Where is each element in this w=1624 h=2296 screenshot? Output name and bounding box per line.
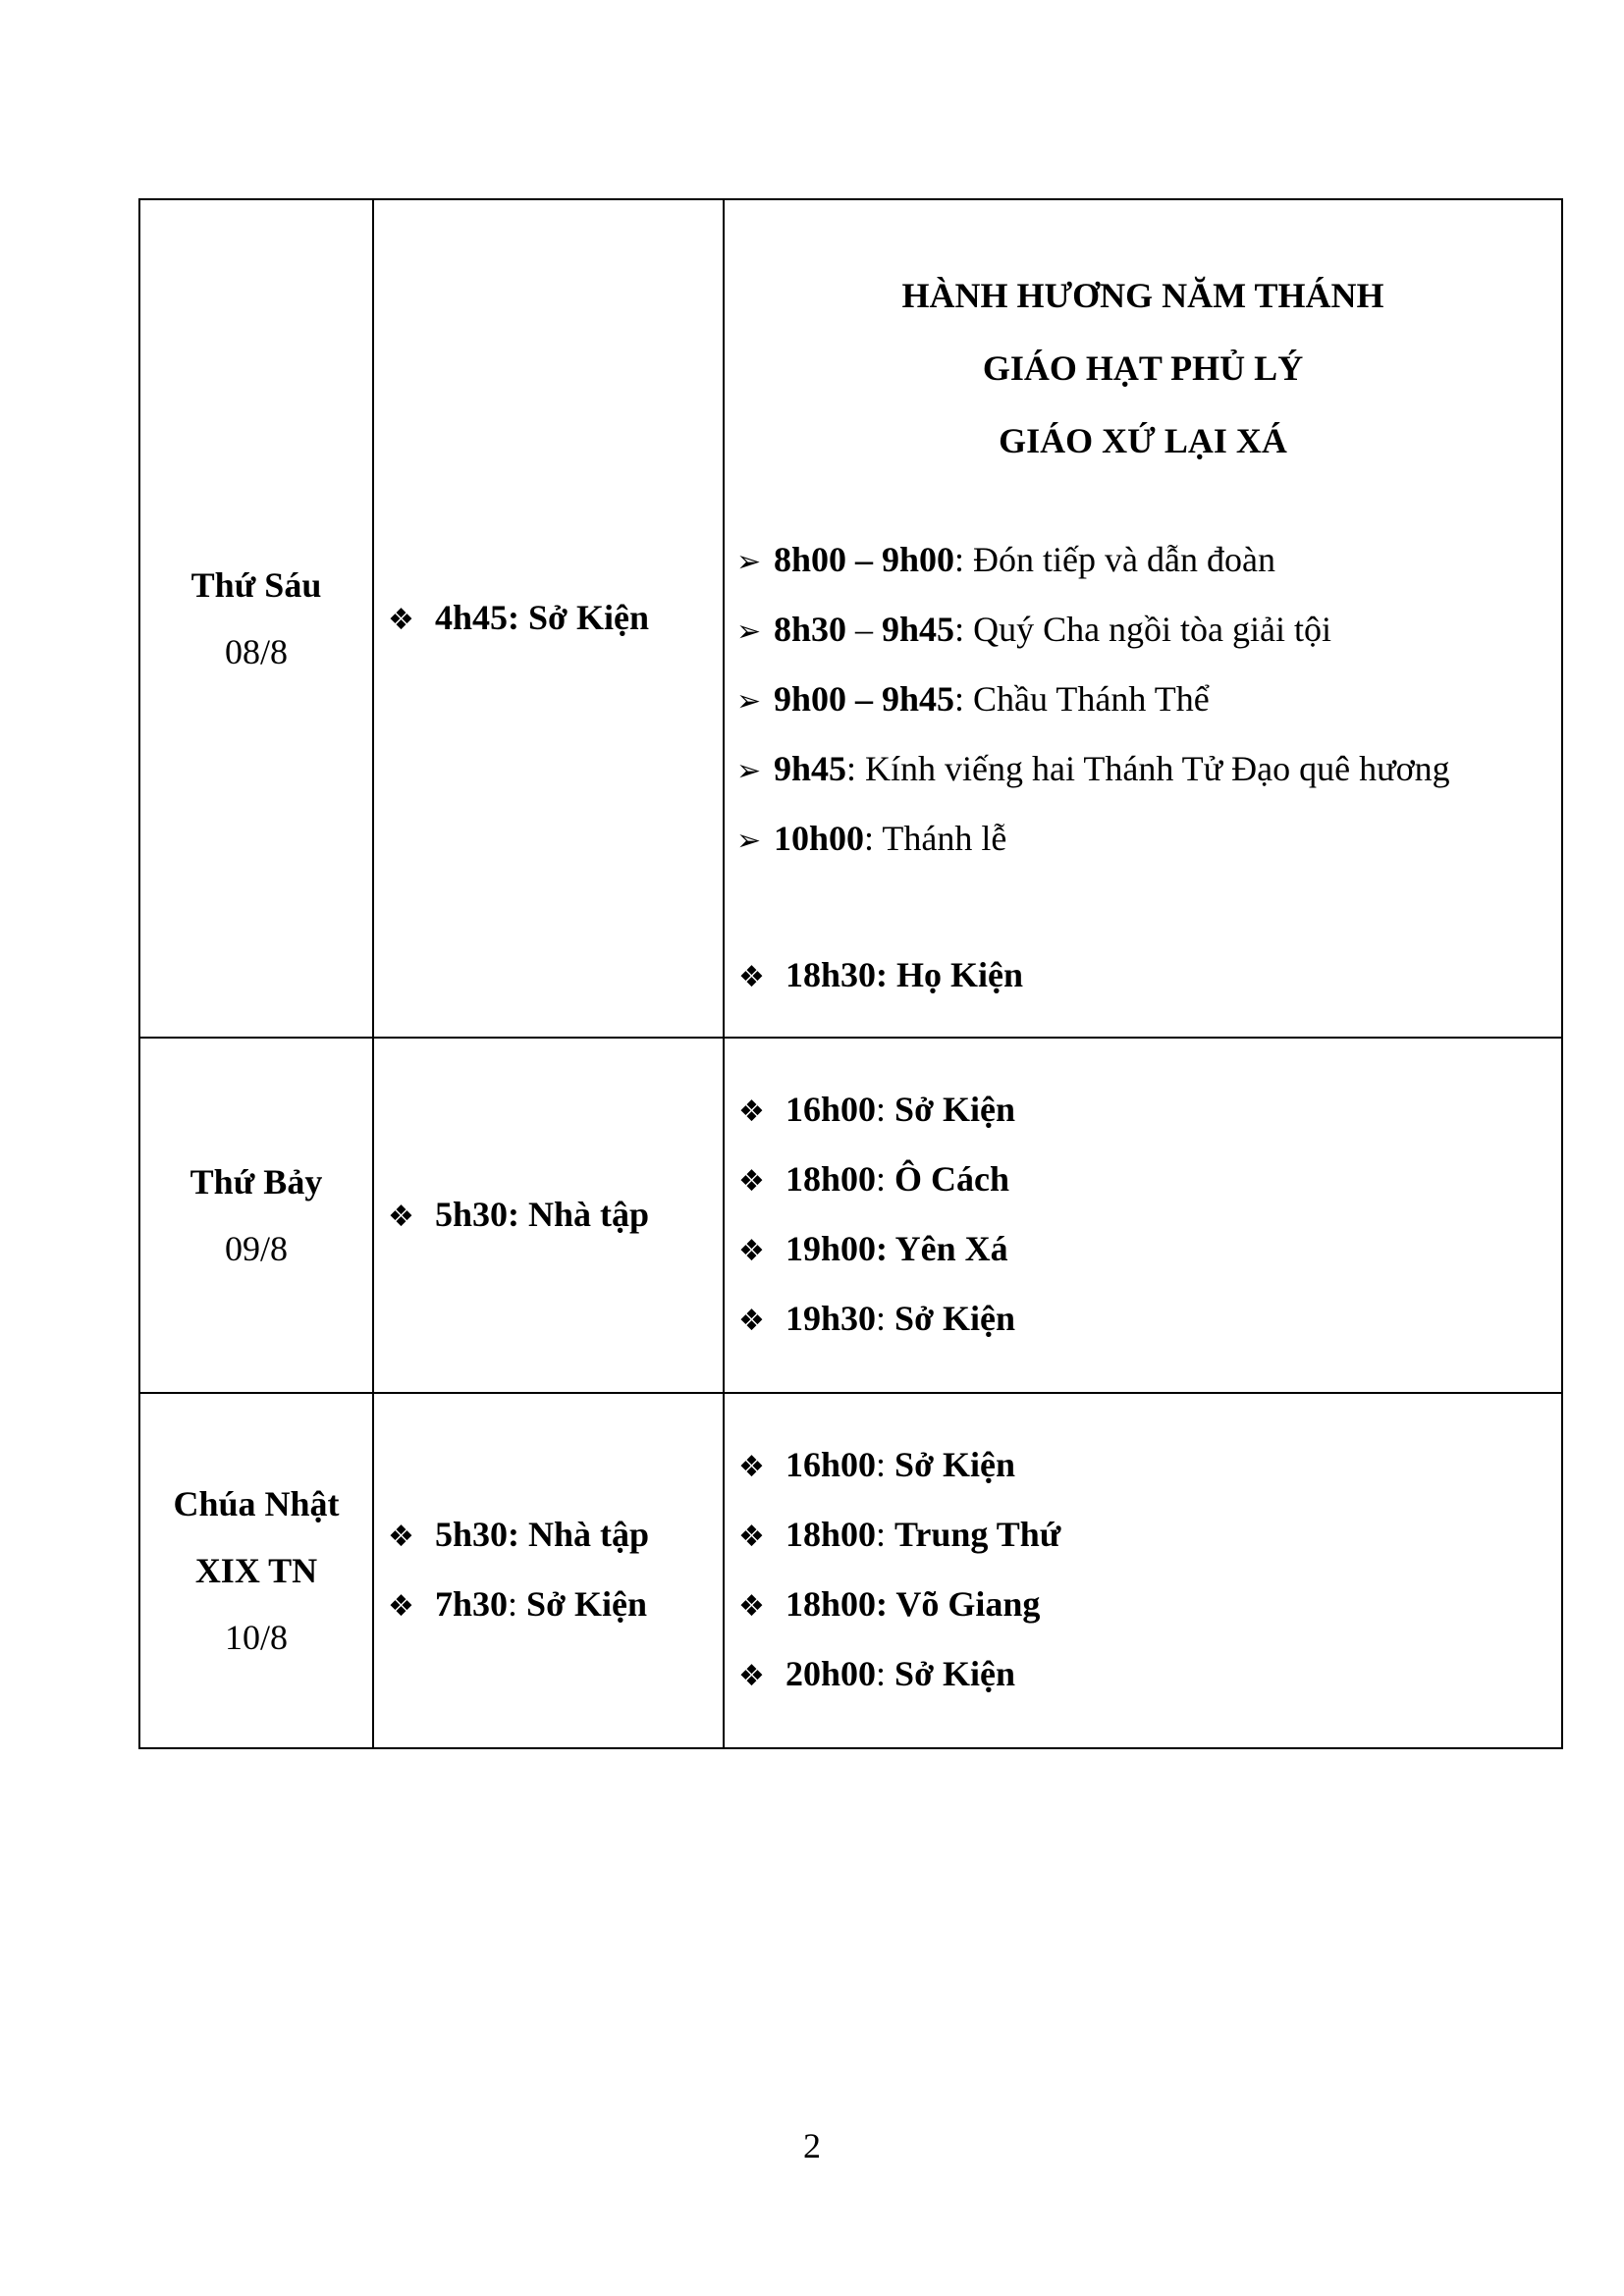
list-item: ➢ 9h45: Kính viếng hai Thánh Tử Đạo quê hương (736, 735, 1561, 805)
list-item: ➢ 8h00 – 9h00: Đón tiếp và dẫn đoàn (736, 526, 1561, 596)
morning-cell (373, 1038, 724, 1393)
diamond-bullet-icon: ❖ (738, 960, 765, 994)
day-name: Thứ Bảy (189, 1162, 323, 1201)
table-row (139, 1038, 1562, 1393)
diamond-bullet-icon: ❖ (738, 1450, 765, 1484)
pilgrimage-program (725, 526, 1561, 875)
table-row (139, 1393, 1562, 1748)
day-name: Chúa Nhật (173, 1484, 340, 1523)
schedule-table (138, 198, 1563, 1749)
day-name: Thứ Sáu (190, 565, 322, 605)
list-item: ❖ 18h30: Họ Kiện (738, 941, 1561, 1011)
page-number: 2 (803, 2126, 821, 2165)
diamond-bullet-icon: ❖ (738, 1304, 765, 1338)
diamond-bullet-icon: ❖ (738, 1520, 765, 1554)
diamond-bullet-icon: ❖ (738, 1164, 765, 1199)
list-item: ❖ 5h30: Nhà tập (388, 1501, 723, 1571)
diamond-bullet-icon: ❖ (738, 1095, 765, 1129)
list-item: ➢ 9h00 – 9h45: Chầu Thánh Thể (736, 666, 1561, 735)
day-date: 09/8 (224, 1229, 288, 1268)
arrow-bullet-icon: ➢ (736, 824, 762, 858)
arrow-bullet-icon: ➢ (736, 754, 762, 788)
event-cell (724, 199, 1562, 1038)
list-item: ➢ 10h00: Thánh lễ (736, 805, 1561, 875)
event-title: HÀNH HƯƠNG NĂM THÁNH GIÁO HẠT PHỦ LÝ GIÁO XỨ LẠI XÁ (901, 276, 1384, 460)
diamond-bullet-icon: ❖ (388, 602, 414, 637)
arrow-bullet-icon: ➢ (736, 684, 762, 719)
list-item: ➢ 8h30 – 9h45: Quý Cha ngồi tòa giải tội (736, 596, 1561, 666)
list-item: ❖ 4h45: Sở Kiện (388, 584, 723, 654)
list-item: ❖ 5h30: Nhà tập (388, 1181, 723, 1251)
list-item: ❖ 19h00: Yên Xá (738, 1215, 1561, 1285)
day-date: 10/8 (224, 1618, 288, 1657)
morning-cell (373, 1393, 724, 1748)
list-item: ❖ 18h00: Võ Giang (738, 1571, 1561, 1640)
arrow-bullet-icon: ➢ (736, 614, 762, 649)
day-cell (139, 1393, 373, 1748)
day-cell (139, 199, 373, 1038)
evening-list (725, 941, 1561, 1037)
diamond-bullet-icon: ❖ (388, 1589, 414, 1624)
day-cell (139, 1038, 373, 1393)
diamond-bullet-icon: ❖ (738, 1589, 765, 1624)
diamond-bullet-icon: ❖ (388, 1520, 414, 1554)
diamond-bullet-icon: ❖ (738, 1659, 765, 1693)
diamond-bullet-icon: ❖ (388, 1199, 414, 1234)
list-item: ❖ 20h00: Sở Kiện (738, 1640, 1561, 1710)
diamond-bullet-icon: ❖ (738, 1234, 765, 1268)
day-date: 08/8 (224, 632, 288, 671)
list-item: ❖ 18h00: Trung Thứ (738, 1501, 1561, 1571)
day-name-subtitle: XIX TN (194, 1551, 318, 1590)
morning-cell (373, 199, 724, 1038)
list-item: ❖ 16h00: Sở Kiện (738, 1431, 1561, 1501)
list-item: ❖ 7h30: Sở Kiện (388, 1571, 723, 1640)
evening-cell (724, 1393, 1562, 1748)
evening-cell (724, 1038, 1562, 1393)
table-row (139, 199, 1562, 1038)
list-item: ❖ 16h00: Sở Kiện (738, 1076, 1561, 1146)
arrow-bullet-icon: ➢ (736, 545, 762, 579)
list-item: ❖ 18h00: Ô Cách (738, 1146, 1561, 1215)
list-item: ❖ 19h30: Sở Kiện (738, 1285, 1561, 1355)
